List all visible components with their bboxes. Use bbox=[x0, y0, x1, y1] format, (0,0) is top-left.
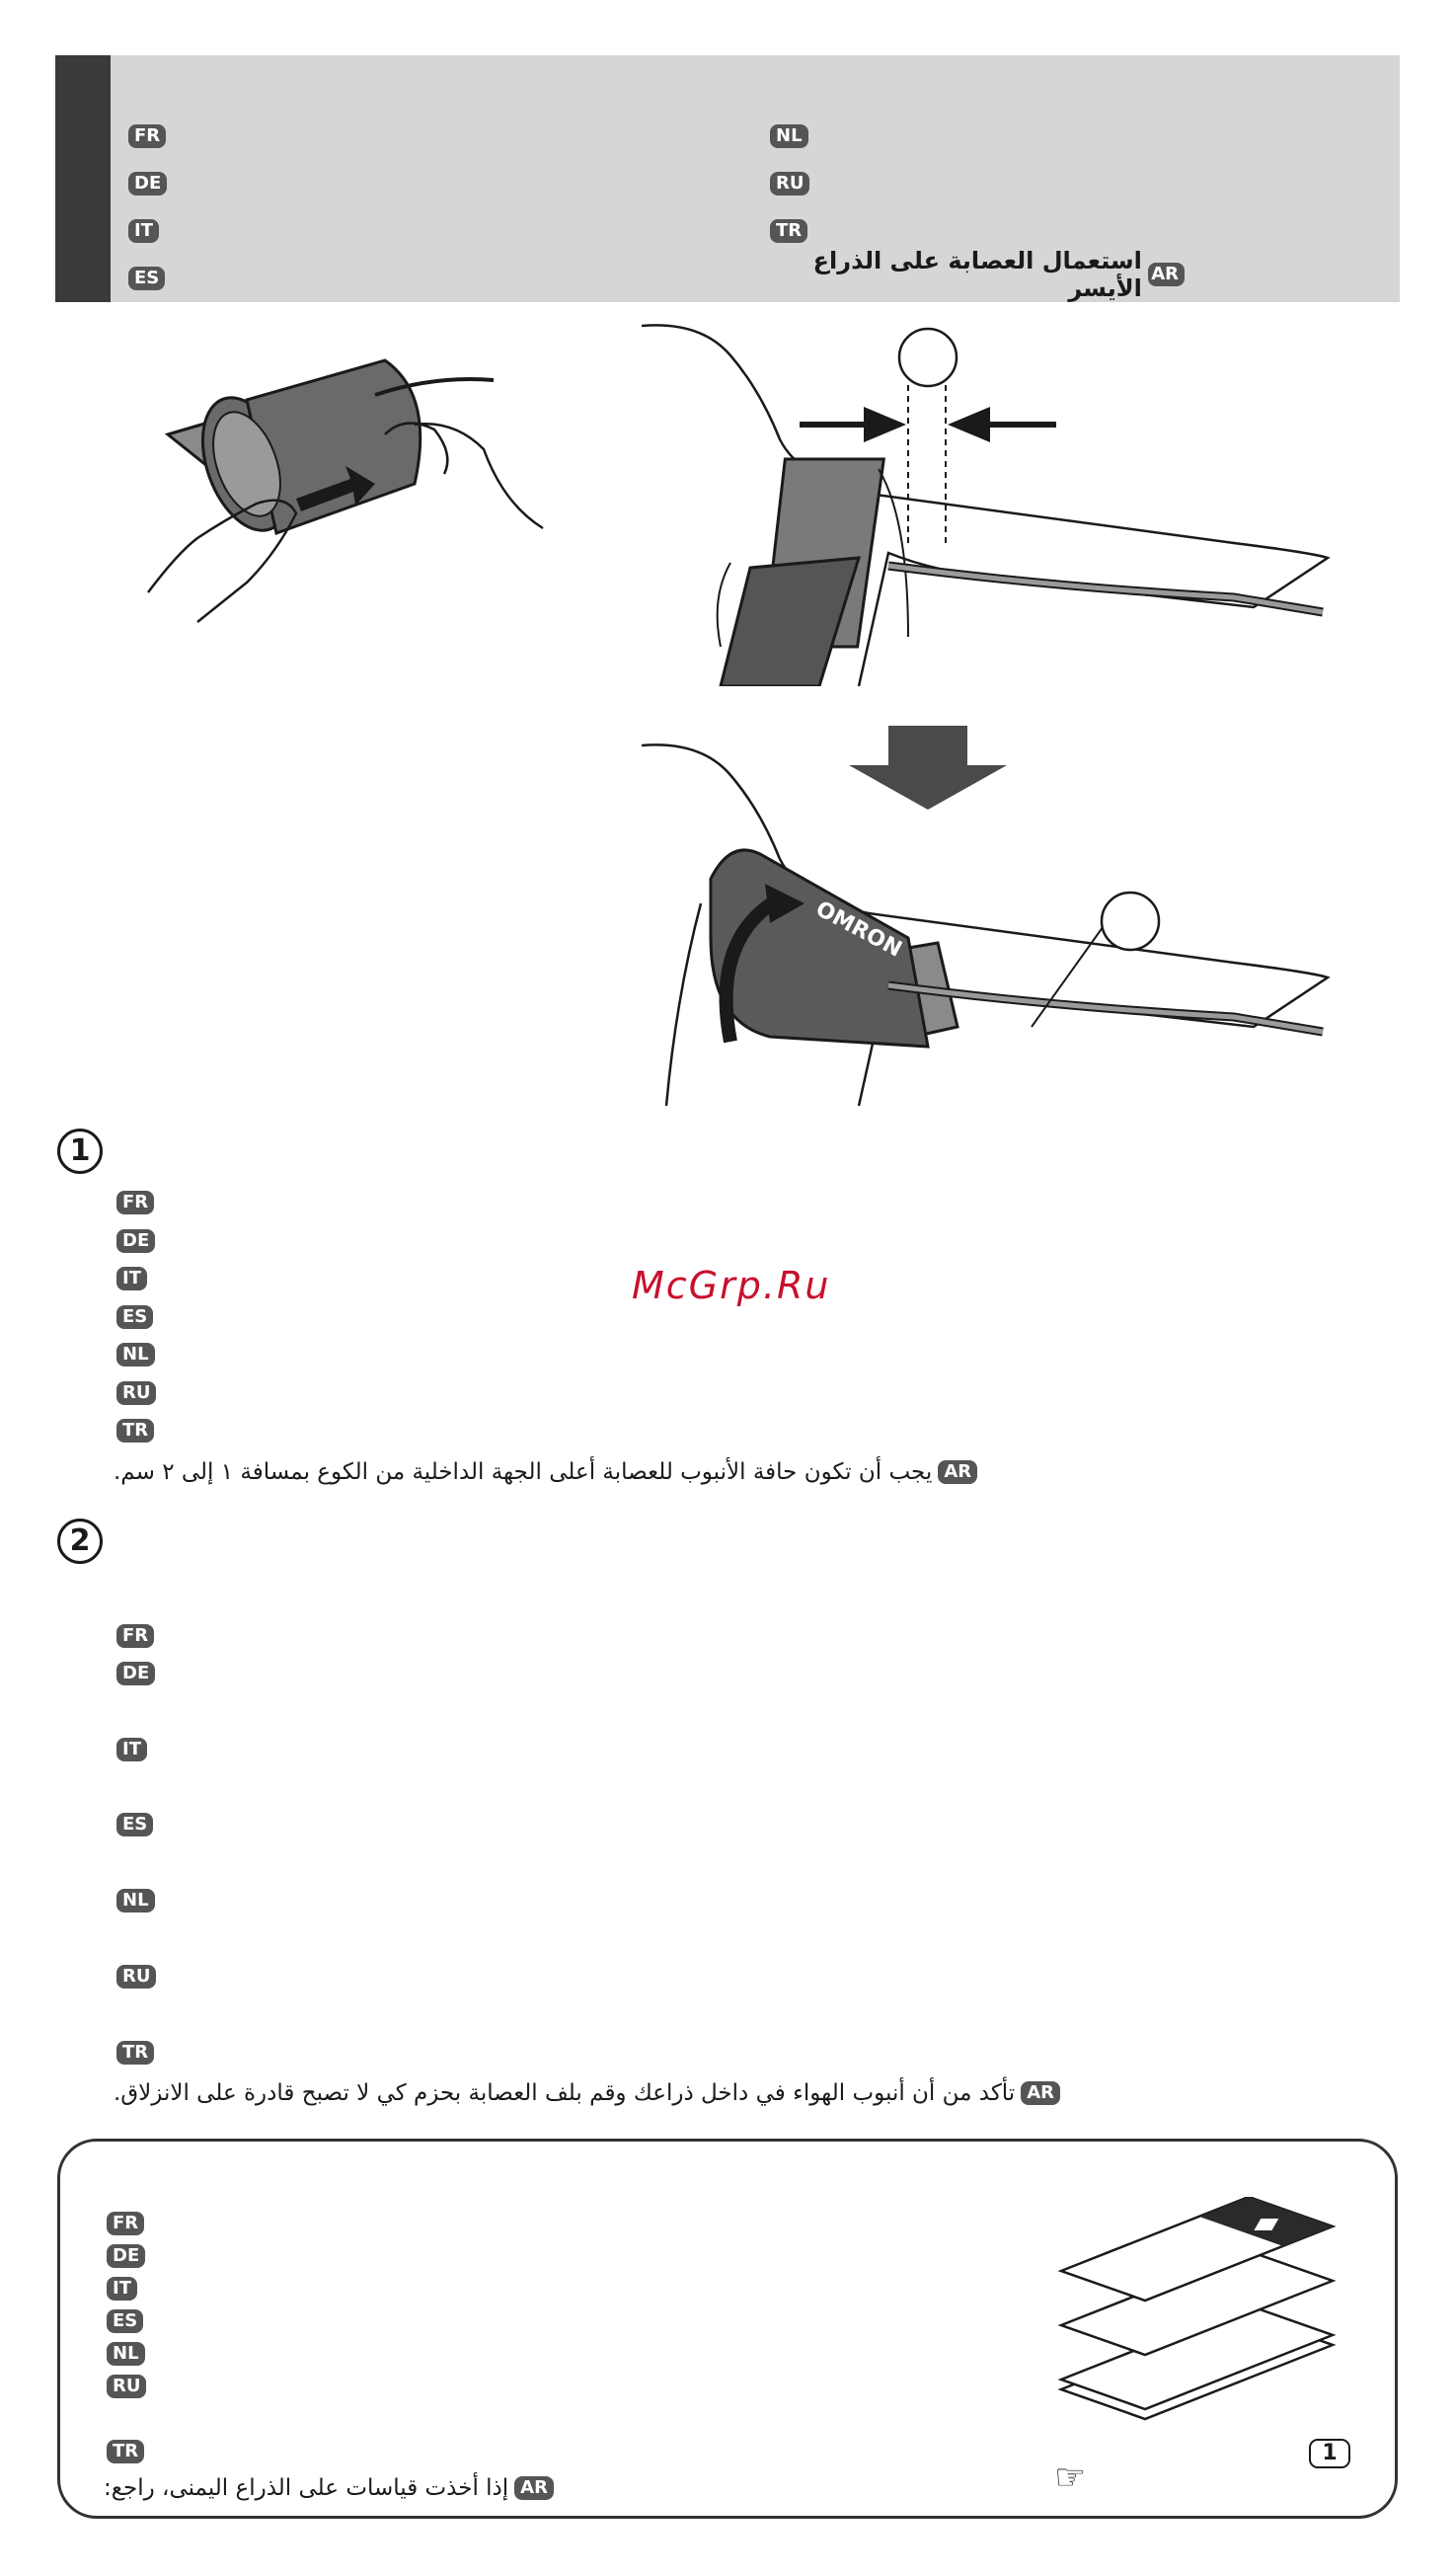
cuff-insertion-illustration bbox=[138, 355, 553, 632]
step2-badge-it: IT bbox=[116, 1738, 147, 1763]
header-band bbox=[55, 55, 1400, 302]
note-badge-ru: RU bbox=[107, 2375, 146, 2400]
watermark: McGrp.Ru bbox=[632, 1264, 831, 1307]
header-badge-de: DE bbox=[128, 170, 167, 197]
step2-badge-es: ES bbox=[116, 1813, 153, 1838]
step1-badge-tr: TR bbox=[116, 1419, 154, 1444]
step1-badge-it: IT bbox=[116, 1267, 147, 1292]
step1-ar-text: يجب أن تكون حافة الأنبوب للعصابة أعلى الجهة الداخلية من الكوع بمسافة ١ إلى ٢ سم. bbox=[114, 1459, 933, 1485]
step2-badge-tr: TR bbox=[116, 2041, 154, 2067]
note-ar-text: إذا أخذت قياسات على الذراع اليمنى، راجع: bbox=[104, 2475, 509, 2501]
step1-ar-row: AR يجب أن تكون حافة الأنبوب للعصابة أعلى الجهة الداخلية من الكوع بمسافة ١ إلى ٢ سم. bbox=[114, 1455, 1061, 1489]
step2-ar-text: تأكد من أن أنبوب الهواء في داخل ذراعك وقم بلف العصابة بحزم كي لا تصبح قادرة على الانزلاق. bbox=[114, 2080, 1016, 2106]
header-badge-ru: RU bbox=[770, 170, 809, 197]
header-badge-tr: TR bbox=[770, 217, 807, 245]
header-ar-title-row: AR استعمال العصابة على الذراع الأيسر bbox=[770, 261, 1185, 288]
step-2-number: 2 bbox=[57, 1519, 103, 1564]
note-badge-nl: NL bbox=[107, 2342, 145, 2368]
arm-cuff-position-illustration bbox=[642, 321, 1352, 686]
note-badge-it: IT bbox=[107, 2277, 137, 2303]
step1-badge-nl: NL bbox=[116, 1343, 155, 1368]
reference-number: 1 bbox=[1309, 2439, 1350, 2468]
note-badge-tr: TR bbox=[107, 2440, 144, 2465]
step2-ar-row: AR تأكد من أن أنبوب الهواء في داخل ذراعك وقم بلف العصابة بحزم كي لا تصبح قادرة على الانزلاق. bbox=[114, 2076, 1140, 2110]
note-badge-de: DE bbox=[107, 2244, 145, 2270]
step2-badge-nl: NL bbox=[116, 1889, 155, 1914]
step2-badge-de: DE bbox=[116, 1662, 155, 1687]
header-badge-nl: NL bbox=[770, 122, 808, 150]
header-badge-it: IT bbox=[128, 217, 159, 245]
step1-badge-es: ES bbox=[116, 1305, 153, 1331]
step1-badge-fr: FR bbox=[116, 1191, 154, 1216]
step2-badge-fr: FR bbox=[116, 1624, 154, 1650]
step1-badge-de: DE bbox=[116, 1229, 155, 1255]
header-badge-es: ES bbox=[128, 265, 165, 292]
booklet-illustration bbox=[1051, 2197, 1338, 2424]
note-ar-row: AR إذا أخذت قياسات على الذراع اليمنى، راجع: bbox=[104, 2471, 656, 2505]
header-ar-title: استعمال العصابة على الذراع الأيسر bbox=[812, 247, 1142, 302]
note-badge-es: ES bbox=[107, 2309, 143, 2335]
step-1-number: 1 bbox=[57, 1129, 103, 1174]
step1-badge-ru: RU bbox=[116, 1381, 156, 1407]
header-side-strip bbox=[55, 55, 111, 302]
header-badge-fr: FR bbox=[128, 122, 166, 150]
note-badge-fr: FR bbox=[107, 2212, 144, 2237]
arm-cuff-wrapped-illustration bbox=[642, 741, 1352, 1116]
pointer-hand-icon: ☞ bbox=[1054, 2458, 1087, 2498]
step2-badge-ru: RU bbox=[116, 1965, 156, 1991]
cuff-brand-label: OMRON bbox=[811, 897, 906, 963]
